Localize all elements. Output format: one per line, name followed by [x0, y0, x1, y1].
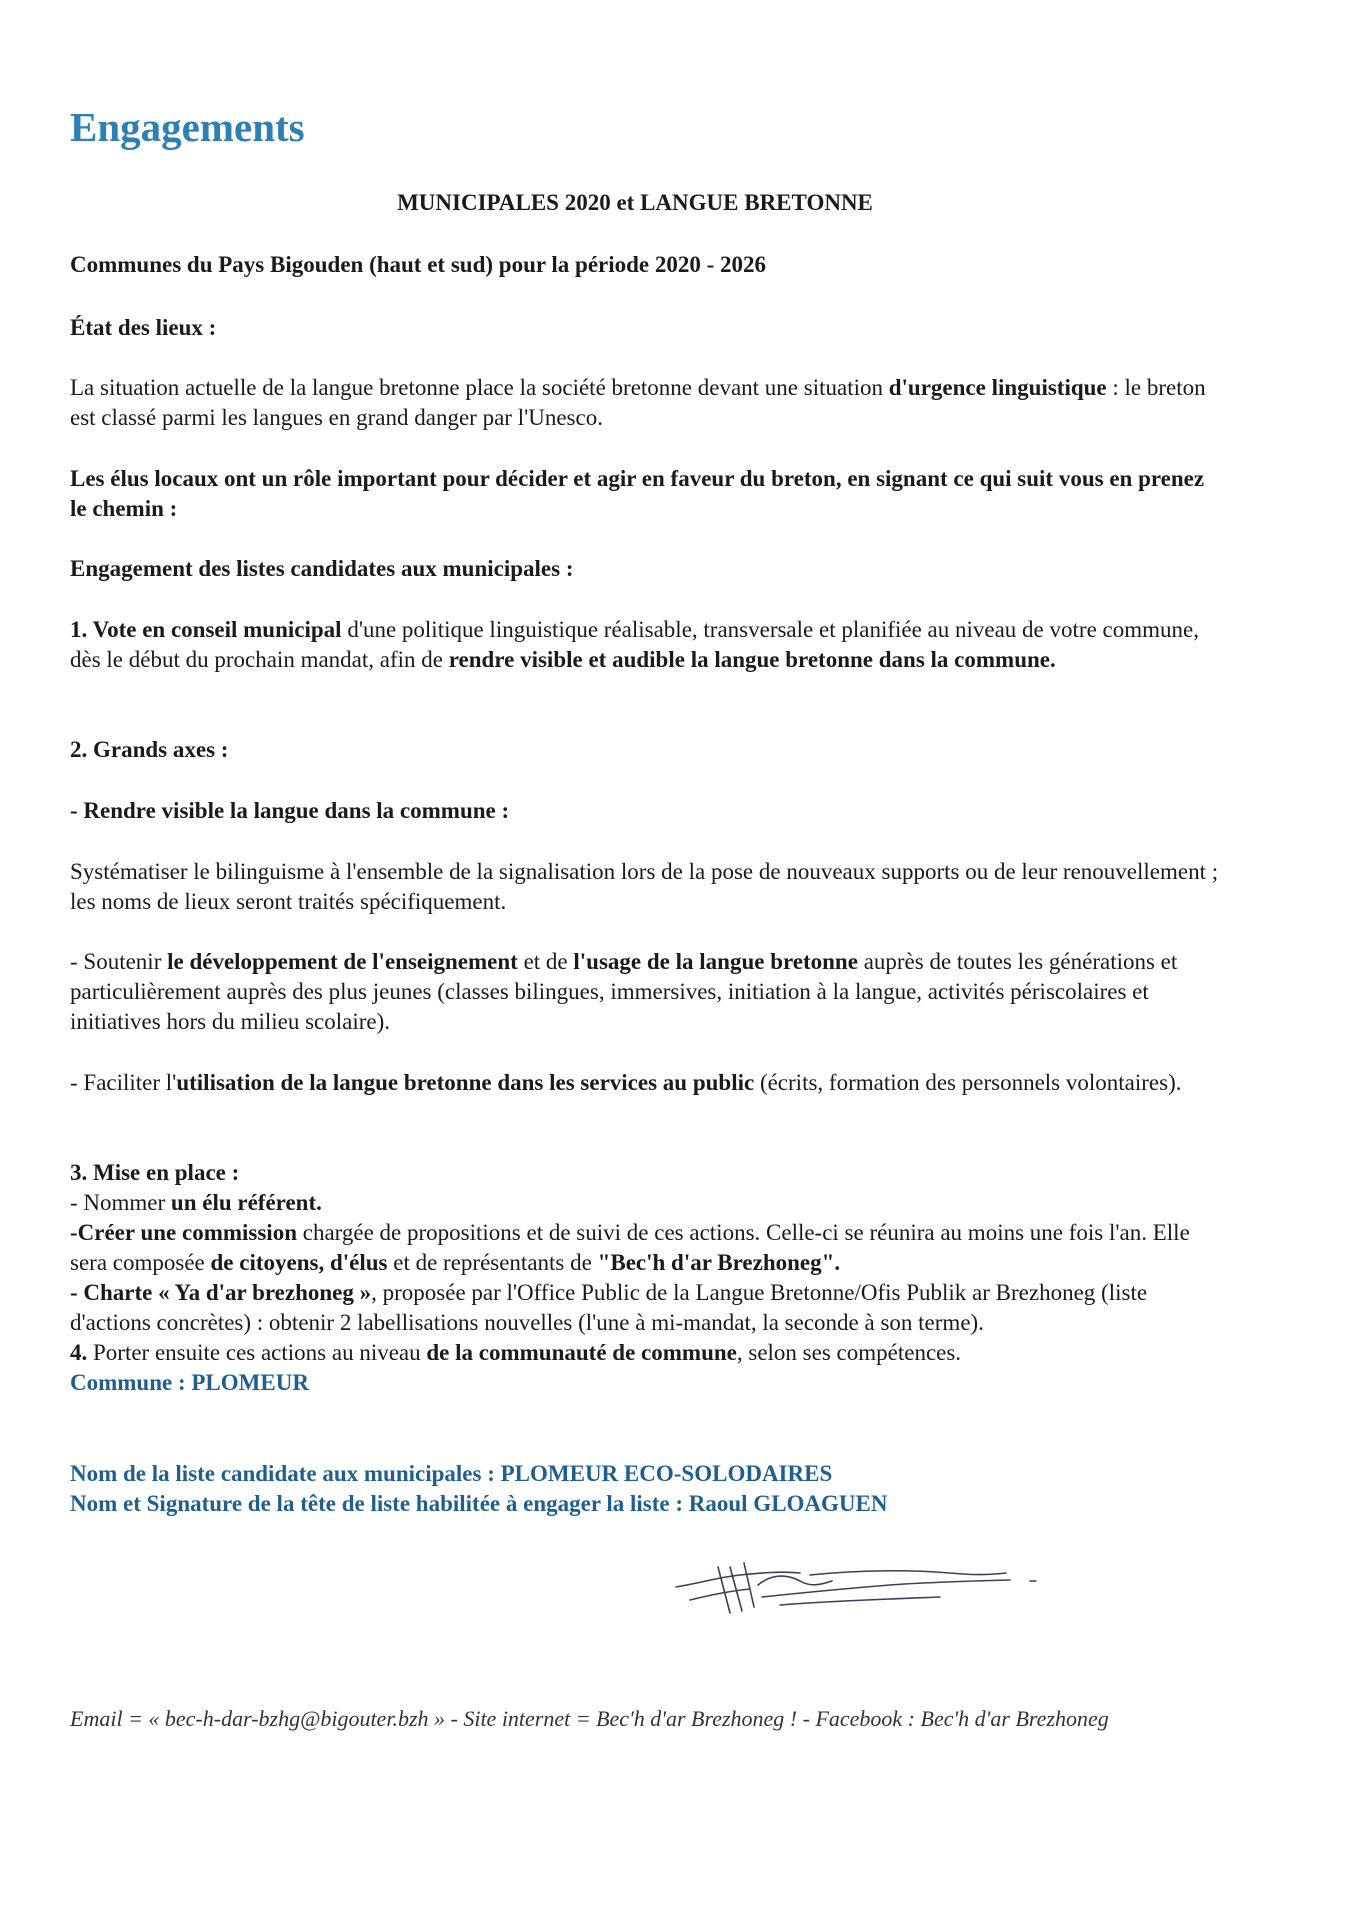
item-1-text: d'une politique linguistique réalisable, transversale et planifiée au niveau de votre commune, dès le début du prochain mandat, afin de: [70, 617, 1199, 672]
item-3-line-1-text: - Nommer: [70, 1190, 171, 1215]
item-3-line-2-bold-3: "Bec'h d'ar Brezhoneg".: [597, 1250, 841, 1275]
axe-3-text-2: (écrits, formation des personnels volontaires).: [754, 1070, 1182, 1095]
axe-3-bold: utilisation de la langue bretonne dans les services au public: [176, 1070, 755, 1095]
axe-2-bold-2: l'usage de la langue bretonne: [573, 949, 858, 974]
item-1-bold-1: 1. Vote en conseil municipal: [70, 617, 342, 642]
axe-2-text-3: auprès de toutes les générations et particulièrement auprès des plus jeunes (classes bilingues, immersives, initiation à la langue, activités périscolaires et initiatives hors du milieu scolaire).: [70, 949, 1178, 1034]
situation-text-2: : le breton est classé parmi les langues en grand danger par l'Unesco.: [70, 375, 1206, 430]
etat-heading: État des lieux :: [70, 315, 217, 340]
axe-2-bold-1: le développement de l'enseignement: [167, 949, 518, 974]
axe-3-paragraph: [70, 1068, 1220, 1098]
item-3-line-2-text-1: chargée de propositions et de suivi de ces actions. Celle-ci se réunira au moins une fois l'an. Elle sera composée: [70, 1220, 1190, 1275]
item-3-line-3: [70, 1278, 1220, 1338]
document-title: MUNICIPALES 2020 et LANGUE BRETONNE: [397, 190, 873, 215]
situation-text-1: La situation actuelle de la langue bretonne place la société bretonne devant une situation: [70, 375, 889, 400]
axe-2-paragraph: [70, 947, 1220, 1037]
axe-2-text-1: - Soutenir: [70, 949, 168, 974]
axe-1-text: Systématiser le bilinguisme à l'ensemble de la signalisation lors de la pose de nouveaux supports ou de leur renouvellement ; les noms de lieux seront traités spécifiquement.: [70, 859, 1219, 914]
situation-bold: d'urgence linguistique: [888, 375, 1107, 400]
axe-2-text-2: et de: [517, 949, 574, 974]
item-4-line: [70, 1338, 1220, 1368]
item-3-heading: 3. Mise en place :: [70, 1160, 240, 1185]
item-3-block: [70, 1158, 1220, 1398]
handwritten-signature: [670, 1545, 1050, 1620]
liste-nom-line: Nom de la liste candidate aux municipales : PLOMEUR ECO-SOLODAIRES: [70, 1461, 833, 1486]
item-4-text-2: , selon ses compétences.: [736, 1340, 962, 1365]
item-3-line-3-bold: - Charte « Ya d'ar brezhoneg »: [70, 1280, 372, 1305]
page-heading: Engagements: [70, 104, 305, 150]
item-2-heading: 2. Grands axes :: [70, 737, 229, 762]
footer-contact: Email = « bec-h-dar-bzhg@bigouter.bzh » - Site internet = Bec'h d'ar Brezhoneg ! - Facebook : Bec'h d'ar Brezhoneg: [70, 1706, 1109, 1731]
item-4-bold: de la communauté de commune: [426, 1340, 737, 1365]
document-subtitle: Communes du Pays Bigouden (haut et sud) pour la période 2020 - 2026: [70, 252, 767, 277]
item-1-paragraph: [70, 615, 1220, 675]
item-3-line-1: [70, 1188, 1220, 1218]
axe-1-heading: - Rendre visible la langue dans la commune :: [70, 798, 510, 823]
item-4-text-1: Porter ensuite ces actions au niveau: [87, 1340, 427, 1365]
item-3-line-2: [70, 1218, 1220, 1278]
item-3-line-2-bold-1: -Créer une commission: [70, 1220, 297, 1245]
item-3-line-2-text-2: et de représentants de: [387, 1250, 598, 1275]
situation-paragraph: [70, 373, 1220, 433]
item-3-line-3-text: , proposée par l'Office Public de la Langue Bretonne/Ofis Publik ar Brezhoneg (liste d'actions concrètes) : obtenir 2 labellisations nouvelles (l'une à mi-mandat, la seconde à son terme).: [70, 1280, 1148, 1335]
commune-line: Commune : PLOMEUR: [70, 1370, 309, 1395]
axe-3-text-1: - Faciliter l': [70, 1070, 177, 1095]
item-3-line-1-bold: un élu référent.: [170, 1190, 322, 1215]
item-3-line-2-bold-2: de citoyens, d'élus: [210, 1250, 388, 1275]
elus-paragraph: Les élus locaux ont un rôle important pour décider et agir en faveur du breton, en signant ce qui suit vous en prenez le chemin :: [70, 466, 1205, 521]
item-1-bold-2: rendre visible et audible la langue bretonne dans la commune.: [448, 647, 1056, 672]
engagement-heading: Engagement des listes candidates aux municipales :: [70, 556, 574, 581]
item-4-number: 4.: [70, 1340, 88, 1365]
tete-liste-line: Nom et Signature de la tête de liste habilitée à engager la liste : Raoul GLOAGUEN: [70, 1491, 888, 1516]
